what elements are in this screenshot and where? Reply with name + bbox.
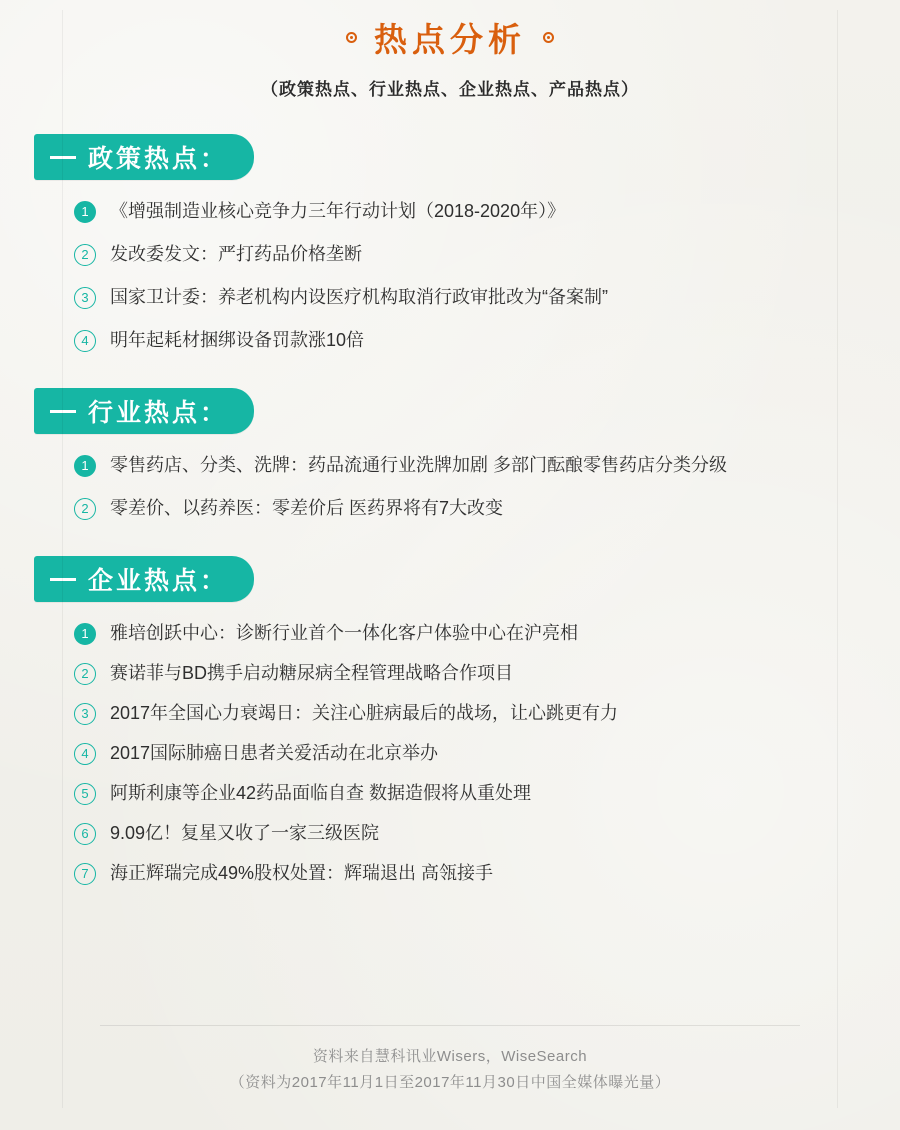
item-text: 2017年全国心力衰竭日：关注心脏病最后的战场，让心跳更有力 xyxy=(110,703,619,723)
bullet-dot-left-icon xyxy=(346,32,357,43)
item-number: 5 xyxy=(74,783,96,805)
item-number: 1 xyxy=(74,455,96,477)
item-number: 4 xyxy=(74,743,96,765)
item-number: 2 xyxy=(74,498,96,520)
page-subtitle: （政策热点、行业热点、企业热点、产品热点） xyxy=(261,80,639,99)
list-item xyxy=(74,452,866,479)
item-number: 2 xyxy=(74,244,96,266)
footer-divider xyxy=(100,1025,800,1026)
section-enterprise-title: 企业热点： xyxy=(88,567,229,595)
item-text: 发改委发文：严打药品价格垄断 xyxy=(110,244,362,264)
item-text: 《增强制造业核心竞争力三年行动计划（2018-2020年）》 xyxy=(110,201,566,221)
item-number: 7 xyxy=(74,863,96,885)
item-number: 6 xyxy=(74,823,96,845)
title-block xyxy=(34,0,866,100)
section-industry-list xyxy=(34,452,866,522)
item-number: 1 xyxy=(74,623,96,645)
list-item xyxy=(74,327,866,354)
list-item xyxy=(74,198,866,225)
section-policy xyxy=(34,134,866,354)
section-policy-header xyxy=(34,134,254,180)
item-number: 1 xyxy=(74,201,96,223)
bullet-dot-right-icon xyxy=(543,32,554,43)
item-text: 9.09亿！复星又收了一家三级医院 xyxy=(110,823,380,843)
list-item xyxy=(74,241,866,268)
item-number: 2 xyxy=(74,663,96,685)
item-number: 3 xyxy=(74,703,96,725)
section-industry-title: 行业热点： xyxy=(88,399,229,427)
page-title-text: 热点分析 xyxy=(374,21,526,58)
item-text: 零售药店、分类、洗牌：药品流通行业洗牌加剧 多部门酝酿零售药店分类分级 xyxy=(110,455,727,475)
item-text: 零差价、以药养医：零差价后 医药界将有7大改变 xyxy=(110,498,504,518)
footer-source: 资料来自慧科讯业Wisers，WiseSearch xyxy=(312,1048,588,1065)
section-enterprise-header xyxy=(34,556,254,602)
list-item xyxy=(74,820,866,847)
item-text: 海正辉瑞完成49%股权处置：辉瑞退出 高瓴接手 xyxy=(110,863,494,883)
list-item xyxy=(74,780,866,807)
section-industry xyxy=(34,388,866,522)
list-item xyxy=(74,620,866,647)
footer xyxy=(0,1025,900,1096)
section-policy-list xyxy=(34,198,866,354)
list-item xyxy=(74,284,866,311)
item-text: 阿斯利康等企业42药品面临自查 数据造假将从重处理 xyxy=(110,783,532,803)
section-enterprise xyxy=(34,556,866,887)
list-item xyxy=(74,860,866,887)
item-text: 2017国际肺癌日患者关爱活动在北京举办 xyxy=(110,743,439,763)
section-enterprise-list xyxy=(34,620,866,887)
section-policy-title: 政策热点： xyxy=(88,145,229,173)
dash-icon xyxy=(50,156,76,159)
section-industry-header xyxy=(34,388,254,434)
list-item xyxy=(74,495,866,522)
dash-icon xyxy=(50,410,76,413)
item-text: 赛诺菲与BD携手启动糖尿病全程管理战略合作项目 xyxy=(110,663,514,683)
list-item xyxy=(74,740,866,767)
page-title xyxy=(344,14,556,61)
dash-icon xyxy=(50,578,76,581)
footer-note: （资料为2017年11月1日至2017年11月30日中国全媒体曝光量） xyxy=(229,1074,671,1091)
item-number: 4 xyxy=(74,330,96,352)
item-text: 雅培创跃中心：诊断行业首个一体化客户体验中心在沪亮相 xyxy=(110,623,578,643)
list-item xyxy=(74,660,866,687)
list-item xyxy=(74,700,866,727)
item-text: 明年起耗材捆绑设备罚款涨10倍 xyxy=(110,330,365,350)
item-number: 3 xyxy=(74,287,96,309)
item-text: 国家卫计委：养老机构内设医疗机构取消行政审批改为“备案制” xyxy=(110,287,608,307)
